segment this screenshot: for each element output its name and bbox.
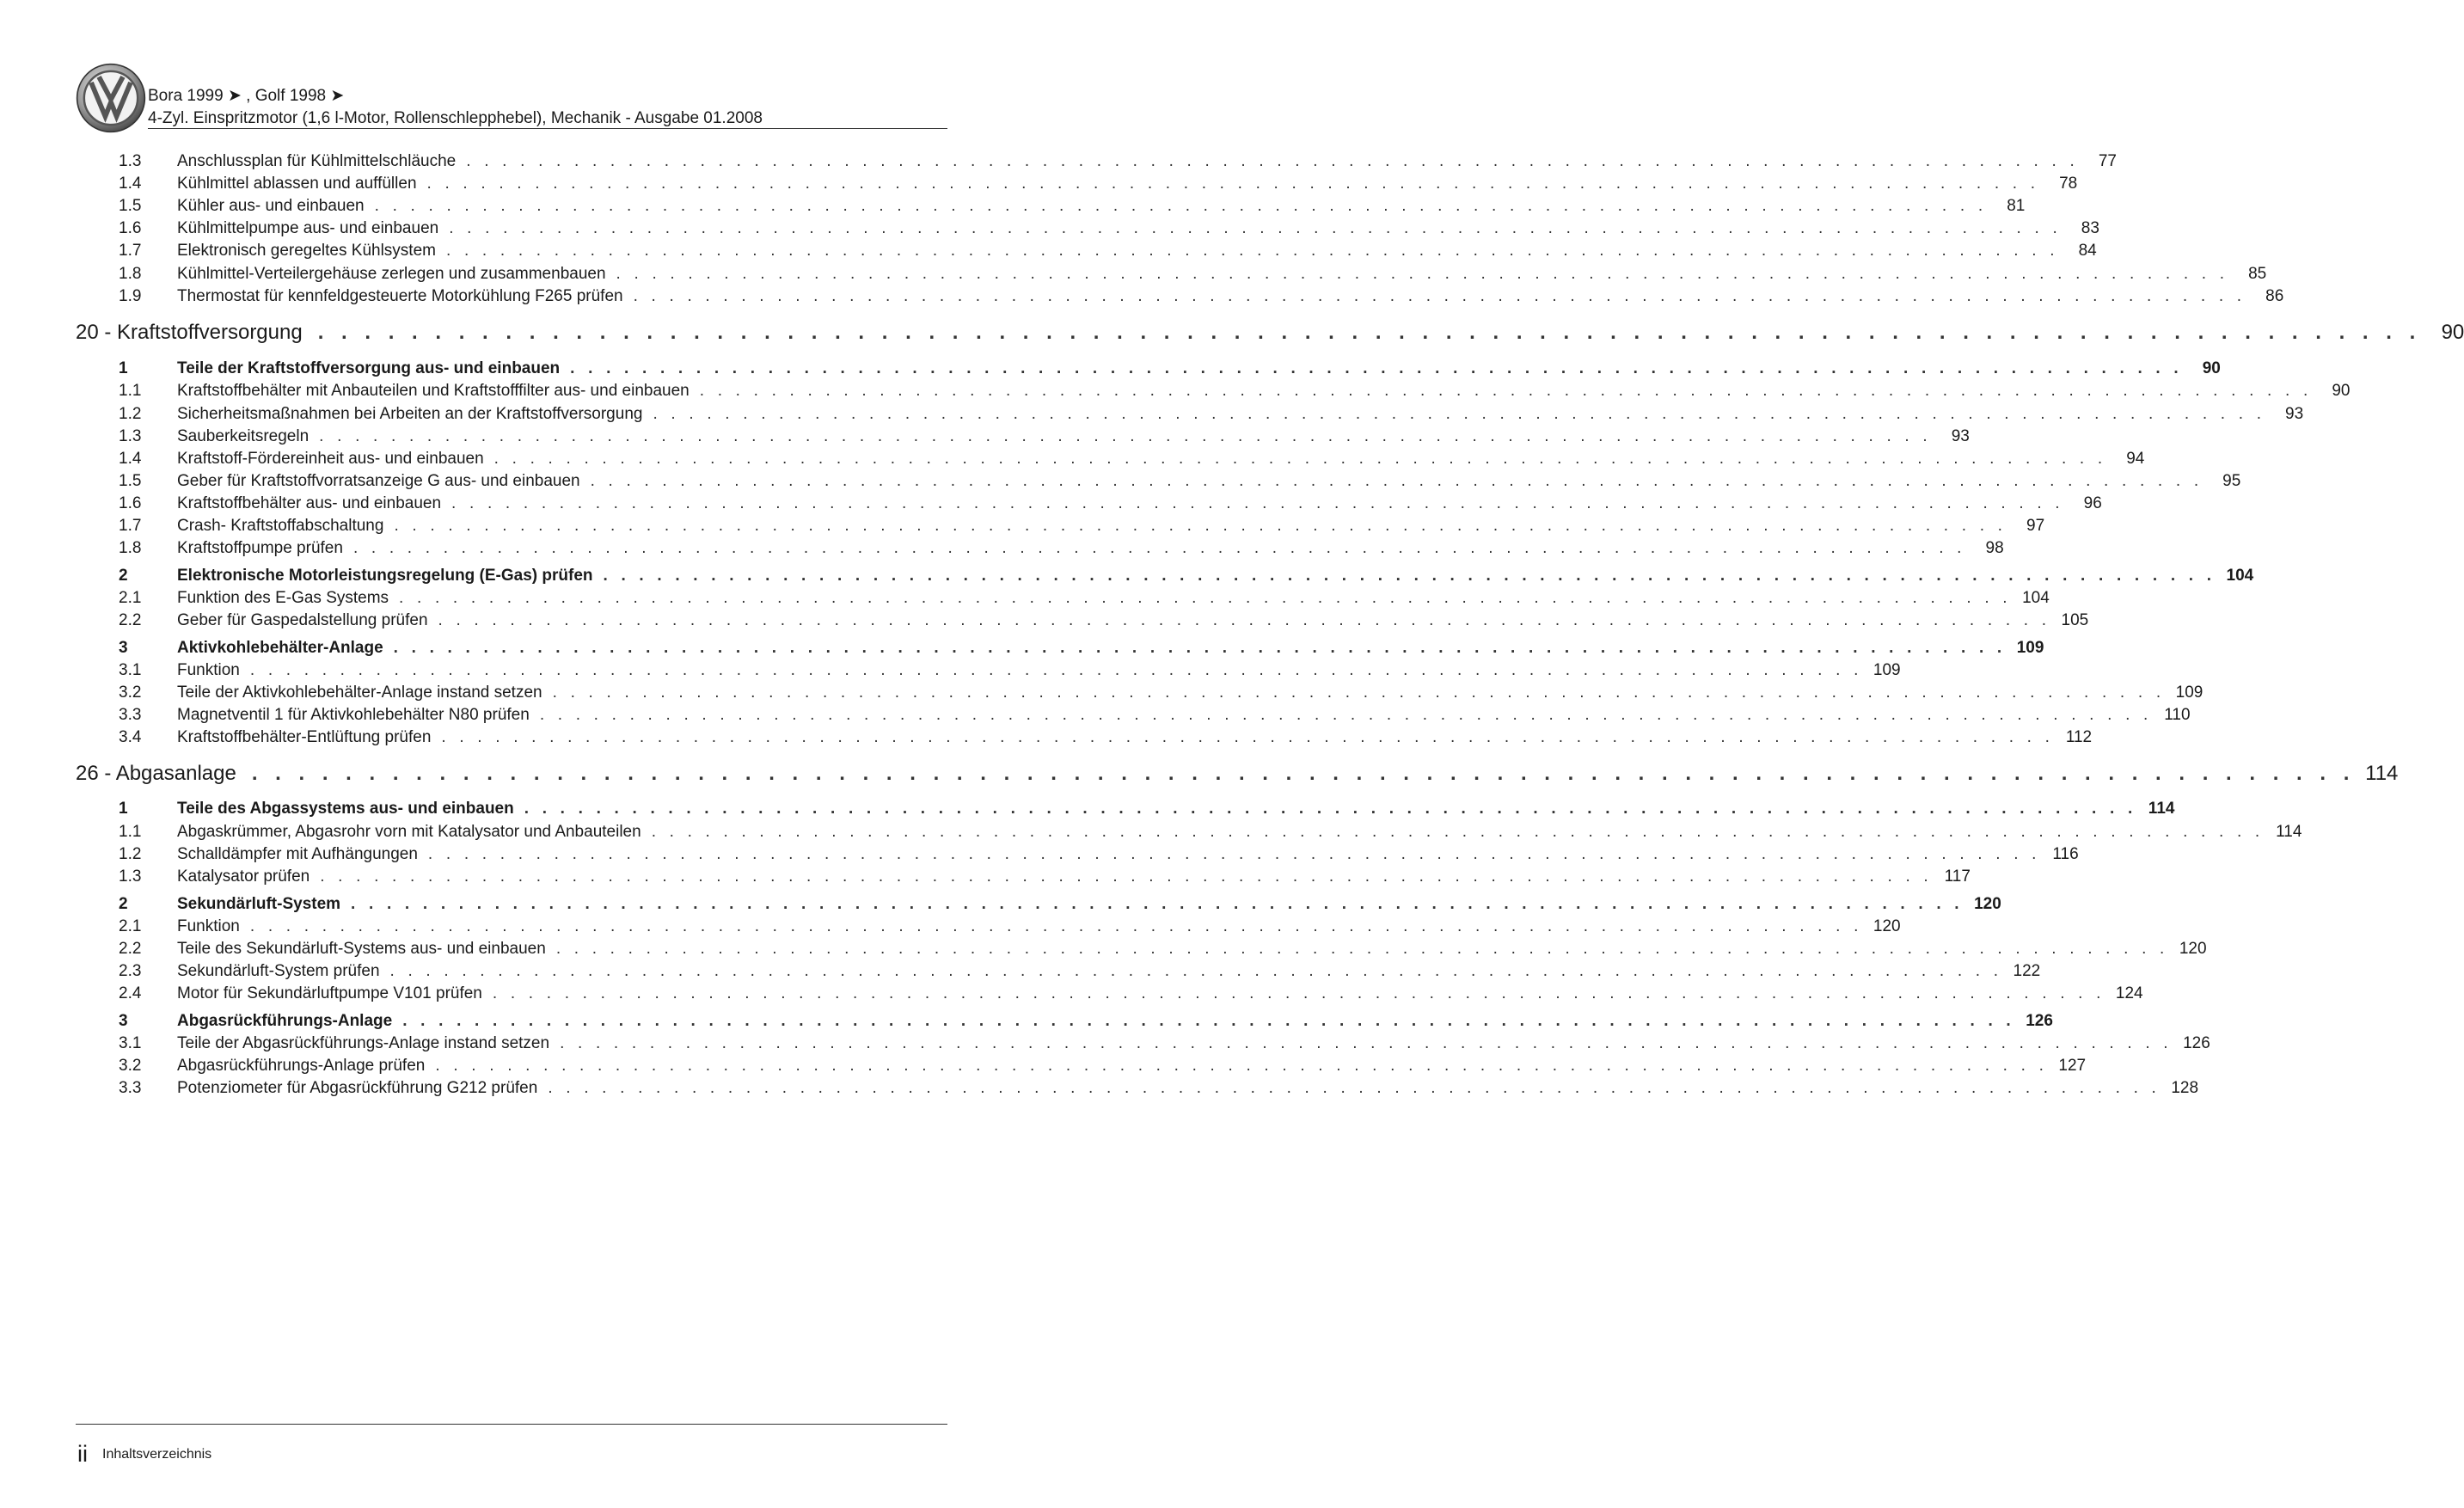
toc-leader-dots: . . . . . . . . . . . . . . . . . . . . . . . . . . . . . . . . . . . . . . . . . . . . . . . . . . . . . . . . . . . . . . . . . . . . . . . . . . . . . . . . . . . . . . . . . . [560, 1034, 2173, 1052]
toc-title: Teile der Abgasrückführungs-Anlage instand setzen [177, 1034, 550, 1052]
toc-chapter[interactable] [76, 762, 2399, 786]
toc-number: 1.8 [119, 539, 142, 557]
toc-leader-dots: . . . . . . . . . . . . . . . . . . . . . . . . . . . . . . . . . . . . . . . . . . . . . . . . . . . . . . . . . . . . . . . . . . . . . . . . . . . . . . . . . . . . . . . . . . [435, 1057, 2049, 1075]
toc-title: Teile der Kraftstoffversorgung aus- und einbauen [177, 359, 561, 377]
toc-title: Sekundärluft-System [177, 895, 341, 913]
toc-title: Elektronisch geregeltes Kühlsystem [177, 242, 436, 260]
toc-title: Motor für Sekundärluftpumpe V101 prüfen [177, 984, 482, 1002]
toc-entry[interactable] [119, 917, 1901, 936]
toc-entry[interactable] [119, 382, 2351, 401]
toc-title: Kraftstoff-Fördereinheit aus- und einbauen [177, 450, 484, 468]
footer-page-number: ii [77, 1441, 88, 1467]
toc-section[interactable] [119, 1012, 2053, 1031]
toc-leader-dots: . . . . . . . . . . . . . . . . . . . . . . . . . . . . . . . . . . . . . . . . . . . . . . . . . . . . . . . . . . . . . . . . . . . . . . . . . . . . . . . . . . . . . . . . . . [466, 152, 2079, 170]
toc-entry[interactable] [119, 867, 1971, 886]
toc-number: 1.6 [119, 219, 142, 237]
toc-number: 2.1 [119, 917, 142, 935]
toc-leader-dots: . . . . . . . . . . . . . . . . . . . . . . . . . . . . . . . . . . . . . . . . . . . . . . . . . . . . . . . . . . . . . . . . . . . . . . . . . . . . . . . . . . . . . . . . . . [548, 1079, 2161, 1097]
toc-leader-dots: . . . . . . . . . . . . . . . . . . . . . . . . . . . . . . . . . . . . . . . . . . . . . . . . . . . . . . . . . . . . . . . . . . . . . . . . . . . . . . . . . . . . . . . . . . [426, 175, 2040, 193]
toc-leader-dots: . . . . . . . . . . . . . . . . . . . . . . . . . . . . . . . . . . . . . . . . . . . . . . . . . . . . . . . . . . . . . . . . . . . . . . . . . . . . . . . . . . . . . . . . . . [251, 762, 2356, 785]
toc-entry[interactable] [119, 405, 2304, 424]
toc-number: 1.3 [119, 867, 142, 886]
toc-leader-dots: . . . . . . . . . . . . . . . . . . . . . . . . . . . . . . . . . . . . . . . . . . . . . . . . . . . . . . . . . . . . . . . . . . . . . . . . . . . . . . . . . . . . . . . . . . [653, 405, 2266, 423]
toc-leader-dots: . . . . . . . . . . . . . . . . . . . . . . . . . . . . . . . . . . . . . . . . . . . . . . . . . . . . . . . . . . . . . . . . . . . . . . . . . . . . . . . . . . . . . . . . . . [320, 867, 1933, 886]
toc-entry[interactable] [119, 427, 1970, 446]
toc-number: 1.5 [119, 472, 142, 490]
toc-title: Elektronische Motorleistungsregelung (E-Gas) prüfen [177, 567, 593, 585]
toc-title: Teile des Sekundärluft-Systems aus- und einbauen [177, 940, 546, 958]
toc-page-number: 122 [2013, 962, 2041, 980]
toc-entry[interactable] [119, 589, 2050, 608]
toc-leader-dots: . . . . . . . . . . . . . . . . . . . . . . . . . . . . . . . . . . . . . . . . . . . . . . . . . . . . . . . . . . . . . . . . . . . . . . . . . . . . . . . . . . . . . . . . . . [492, 984, 2105, 1002]
toc-page-number: 114 [2276, 823, 2302, 841]
toc-number: 2.3 [119, 962, 142, 980]
toc-title: Kühlmittel-Verteilergehäuse zerlegen und zusammenbauen [177, 265, 606, 283]
toc-number: 3.1 [119, 661, 142, 679]
toc-title: Kraftstoffbehälter aus- und einbauen [177, 494, 442, 512]
toc-title: Schalldämpfer mit Aufhängungen [177, 845, 418, 863]
toc-section[interactable] [119, 359, 2221, 378]
toc-title: Aktivkohlebehälter-Anlage [177, 639, 383, 657]
toc-leader-dots: . . . . . . . . . . . . . . . . . . . . . . . . . . . . . . . . . . . . . . . . . . . . . . . . . . . . . . . . . . . . . . . . . . . . . . . . . . . . . . . . . . . . . . . . . . [402, 1012, 2015, 1030]
toc-number: 3.2 [119, 1057, 142, 1075]
toc-leader-dots: . . . . . . . . . . . . . . . . . . . . . . . . . . . . . . . . . . . . . . . . . . . . . . . . . . . . . . . . . . . . . . . . . . . . . . . . . . . . . . . . . . . . . . . . . . [389, 962, 2003, 980]
toc-number: 1 [119, 359, 128, 377]
toc-entry[interactable] [119, 611, 2089, 630]
toc-title: Sekundärluft-System prüfen [177, 962, 380, 980]
toc-page-number: 109 [1873, 661, 1901, 679]
toc-number: 1.2 [119, 405, 142, 423]
toc-page-number: 114 [2365, 762, 2399, 785]
toc-entry[interactable] [119, 940, 2207, 959]
toc-number: 2.2 [119, 611, 142, 629]
toc-page-number: 95 [2222, 472, 2241, 490]
toc-title: Funktion des E-Gas Systems [177, 589, 389, 607]
toc-title: Abgasrückführungs-Anlage [177, 1012, 393, 1030]
toc-entry[interactable] [119, 197, 2026, 216]
toc-title: Kraftstoffpumpe prüfen [177, 539, 343, 557]
toc-leader-dots: . . . . . . . . . . . . . . . . . . . . . . . . . . . . . . . . . . . . . . . . . . . . . . . . . . . . . . . . . . . . . . . . . . . . . . . . . . . . . . . . . . . . . . . . . . [317, 321, 2422, 344]
toc-number: 3 [119, 1012, 128, 1030]
toc-chapter[interactable] [76, 321, 2464, 345]
toc-page-number: 104 [2226, 567, 2254, 585]
toc-leader-dots: . . . . . . . . . . . . . . . . . . . . . . . . . . . . . . . . . . . . . . . . . . . . . . . . . . . . . . . . . . . . . . . . . . . . . . . . . . . . . . . . . . . . . . . . . . [570, 359, 2183, 377]
toc-title: Teile des Abgassystems aus- und einbauen [177, 800, 514, 818]
toc-page-number: 120 [1974, 895, 2001, 913]
toc-entry[interactable] [119, 661, 1901, 680]
toc-entry[interactable] [119, 265, 2267, 284]
toc-number: 3.4 [119, 728, 142, 746]
toc-number: 3.3 [119, 706, 142, 724]
toc-title: Funktion [177, 661, 240, 679]
toc-page-number: 109 [2175, 684, 2204, 702]
toc-entry[interactable] [119, 287, 2284, 306]
toc-leader-dots: . . . . . . . . . . . . . . . . . . . . . . . . . . . . . . . . . . . . . . . . . . . . . . . . . . . . . . . . . . . . . . . . . . . . . . . . . . . . . . . . . . . . . . . . . . [633, 287, 2246, 305]
toc-title: Kühlmittel ablassen und auffüllen [177, 175, 417, 193]
toc-section[interactable] [119, 895, 2001, 914]
toc-number: 2 [119, 567, 128, 585]
toc-number: 3.2 [119, 684, 142, 702]
toc-entry[interactable] [119, 242, 2097, 261]
toc-title: Abgaskrümmer, Abgasrohr vorn mit Katalysator und Anbauteilen [177, 823, 641, 841]
toc-page-number: 98 [1985, 539, 2004, 557]
toc-entry[interactable] [119, 539, 2004, 558]
toc-number: 1 [119, 800, 128, 818]
toc-page-number: 124 [2115, 984, 2143, 1002]
toc-entry[interactable] [119, 984, 2143, 1003]
toc-page-number: 126 [2183, 1034, 2210, 1052]
toc-number: 2.4 [119, 984, 142, 1002]
toc-page-number: 93 [2285, 405, 2304, 423]
toc-page-number: 127 [2058, 1057, 2087, 1075]
toc-title: Geber für Kraftstoffvorratsanzeige G aus- und einbauen [177, 472, 580, 490]
toc-page-number: 85 [2248, 265, 2267, 283]
toc-page-number: 110 [2164, 706, 2191, 724]
toc-title: Magnetventil 1 für Aktivkohlebehälter N80 prüfen [177, 706, 530, 724]
toc-leader-dots: . . . . . . . . . . . . . . . . . . . . . . . . . . . . . . . . . . . . . . . . . . . . . . . . . . . . . . . . . . . . . . . . . . . . . . . . . . . . . . . . . . . . . . . . . . [399, 589, 2012, 607]
toc-leader-dots: . . . . . . . . . . . . . . . . . . . . . . . . . . . . . . . . . . . . . . . . . . . . . . . . . . . . . . . . . . . . . . . . . . . . . . . . . . . . . . . . . . . . . . . . . . [524, 800, 2137, 818]
toc-leader-dots: . . . . . . . . . . . . . . . . . . . . . . . . . . . . . . . . . . . . . . . . . . . . . . . . . . . . . . . . . . . . . . . . . . . . . . . . . . . . . . . . . . . . . . . . . . [319, 427, 1932, 445]
toc-number: 2.2 [119, 940, 142, 958]
toc-number: 1.6 [119, 494, 142, 512]
toc-page-number: 83 [2081, 219, 2099, 237]
toc-page-number: 120 [1873, 917, 1901, 935]
toc-page-number: 128 [2171, 1079, 2199, 1097]
toc-page-number: 126 [2026, 1012, 2053, 1030]
toc-leader-dots: . . . . . . . . . . . . . . . . . . . . . . . . . . . . . . . . . . . . . . . . . . . . . . . . . . . . . . . . . . . . . . . . . . . . . . . . . . . . . . . . . . . . . . . . . . [555, 940, 2169, 958]
toc-number: 1.3 [119, 152, 142, 170]
toc-number: 1.4 [119, 175, 142, 193]
toc-page-number: 78 [2059, 175, 2078, 193]
toc-entry[interactable] [119, 706, 2191, 725]
toc-page-number: 90 [2332, 382, 2351, 400]
toc-page-number: 109 [2016, 639, 2044, 657]
toc-entry[interactable] [119, 823, 2302, 842]
toc-leader-dots: . . . . . . . . . . . . . . . . . . . . . . . . . . . . . . . . . . . . . . . . . . . . . . . . . . . . . . . . . . . . . . . . . . . . . . . . . . . . . . . . . . . . . . . . . . [603, 567, 2216, 585]
toc-section[interactable] [119, 639, 2044, 658]
header-title: 4-Zyl. Einspritzmotor (1,6 l-Motor, Rollenschlepphebel), Mechanik - Ausgabe 01.2008 [148, 109, 763, 127]
footer-divider [76, 1424, 947, 1425]
toc-leader-dots: . . . . . . . . . . . . . . . . . . . . . . . . . . . . . . . . . . . . . . . . . . . . . . . . . . . . . . . . . . . . . . . . . . . . . . . . . . . . . . . . . . . . . . . . . . [616, 265, 2229, 283]
toc-number: 1.8 [119, 265, 142, 283]
toc-number: 2 [119, 895, 128, 913]
toc-entry[interactable] [119, 450, 2145, 469]
toc-title: Sauberkeitsregeln [177, 427, 310, 445]
toc-page-number: 114 [2148, 800, 2175, 818]
toc-page-number: 96 [2083, 494, 2102, 512]
toc-title: Kraftstoffbehälter-Entlüftung prüfen [177, 728, 432, 746]
toc-entry[interactable] [119, 1034, 2210, 1053]
toc-leader-dots: . . . . . . . . . . . . . . . . . . . . . . . . . . . . . . . . . . . . . . . . . . . . . . . . . . . . . . . . . . . . . . . . . . . . . . . . . . . . . . . . . . . . . . . . . . [451, 494, 2064, 512]
toc-leader-dots: . . . . . . . . . . . . . . . . . . . . . . . . . . . . . . . . . . . . . . . . . . . . . . . . . . . . . . . . . . . . . . . . . . . . . . . . . . . . . . . . . . . . . . . . . . [352, 539, 1966, 557]
toc-title: 26 - Abgasanlage [76, 762, 236, 785]
toc-number: 1.4 [119, 450, 142, 468]
toc-leader-dots: . . . . . . . . . . . . . . . . . . . . . . . . . . . . . . . . . . . . . . . . . . . . . . . . . . . . . . . . . . . . . . . . . . . . . . . . . . . . . . . . . . . . . . . . . . [445, 242, 2059, 260]
toc-page-number: 77 [2098, 152, 2117, 170]
toc-entry[interactable] [119, 517, 2045, 536]
toc-page-number: 117 [1944, 867, 1971, 886]
toc-leader-dots: . . . . . . . . . . . . . . . . . . . . . . . . . . . . . . . . . . . . . . . . . . . . . . . . . . . . . . . . . . . . . . . . . . . . . . . . . . . . . . . . . . . . . . . . . . [438, 611, 2051, 629]
toc-number: 1.5 [119, 197, 142, 215]
toc-entry[interactable] [119, 152, 2117, 171]
toc-leader-dots: . . . . . . . . . . . . . . . . . . . . . . . . . . . . . . . . . . . . . . . . . . . . . . . . . . . . . . . . . . . . . . . . . . . . . . . . . . . . . . . . . . . . . . . . . . [393, 639, 2007, 657]
footer-label: Inhaltsverzeichnis [102, 1447, 212, 1462]
toc-leader-dots: . . . . . . . . . . . . . . . . . . . . . . . . . . . . . . . . . . . . . . . . . . . . . . . . . . . . . . . . . . . . . . . . . . . . . . . . . . . . . . . . . . . . . . . . . . [552, 684, 2166, 702]
toc-page-number: 112 [2065, 728, 2093, 746]
toc-entry[interactable] [119, 1057, 2087, 1076]
toc-leader-dots: . . . . . . . . . . . . . . . . . . . . . . . . . . . . . . . . . . . . . . . . . . . . . . . . . . . . . . . . . . . . . . . . . . . . . . . . . . . . . . . . . . . . . . . . . . [493, 450, 2107, 468]
toc-leader-dots: . . . . . . . . . . . . . . . . . . . . . . . . . . . . . . . . . . . . . . . . . . . . . . . . . . . . . . . . . . . . . . . . . . . . . . . . . . . . . . . . . . . . . . . . . . [374, 197, 1988, 215]
toc-number: 1.9 [119, 287, 142, 305]
toc-leader-dots: . . . . . . . . . . . . . . . . . . . . . . . . . . . . . . . . . . . . . . . . . . . . . . . . . . . . . . . . . . . . . . . . . . . . . . . . . . . . . . . . . . . . . . . . . . [699, 382, 2313, 400]
toc-number: 1.1 [119, 382, 142, 400]
toc-entry[interactable] [119, 1079, 2199, 1098]
toc-page-number: 116 [2052, 845, 2079, 863]
toc-title: Anschlussplan für Kühlmittelschläuche [177, 152, 457, 170]
header-model-line: Bora 1999 ➤ , Golf 1998 ➤ [148, 87, 345, 105]
toc-page-number: 93 [1951, 427, 1970, 445]
toc-leader-dots: . . . . . . . . . . . . . . . . . . . . . . . . . . . . . . . . . . . . . . . . . . . . . . . . . . . . . . . . . . . . . . . . . . . . . . . . . . . . . . . . . . . . . . . . . . [651, 823, 2265, 841]
toc-leader-dots: . . . . . . . . . . . . . . . . . . . . . . . . . . . . . . . . . . . . . . . . . . . . . . . . . . . . . . . . . . . . . . . . . . . . . . . . . . . . . . . . . . . . . . . . . . [427, 845, 2041, 863]
header-divider [148, 128, 947, 129]
toc-page-number: 84 [2078, 242, 2097, 260]
toc-leader-dots: . . . . . . . . . . . . . . . . . . . . . . . . . . . . . . . . . . . . . . . . . . . . . . . . . . . . . . . . . . . . . . . . . . . . . . . . . . . . . . . . . . . . . . . . . . [249, 661, 1863, 679]
toc-title: Kühlmittelpumpe aus- und einbauen [177, 219, 439, 237]
toc-page-number: 86 [2265, 287, 2284, 305]
toc-entry[interactable] [119, 494, 2102, 513]
toc-number: 1.1 [119, 823, 142, 841]
toc-number: 3 [119, 639, 128, 657]
toc-number: 2.1 [119, 589, 142, 607]
toc-entry[interactable] [119, 472, 2241, 491]
toc-number: 3.3 [119, 1079, 142, 1097]
toc-number: 1.2 [119, 845, 142, 863]
toc-page-number: 105 [2061, 611, 2089, 629]
toc-title: Teile der Aktivkohlebehälter-Anlage instand setzen [177, 684, 542, 702]
toc-page-number: 90 [2441, 321, 2464, 344]
toc-title: 20 - Kraftstoffversorgung [76, 321, 303, 344]
toc-title: Funktion [177, 917, 240, 935]
toc-leader-dots: . . . . . . . . . . . . . . . . . . . . . . . . . . . . . . . . . . . . . . . . . . . . . . . . . . . . . . . . . . . . . . . . . . . . . . . . . . . . . . . . . . . . . . . . . . [539, 706, 2153, 724]
toc-entry[interactable] [119, 845, 2079, 864]
toc-entry[interactable] [119, 219, 2099, 238]
toc-page-number: 120 [2179, 940, 2207, 958]
toc-title: Potenziometer für Abgasrückführung G212 prüfen [177, 1079, 538, 1097]
toc-entry[interactable] [119, 684, 2204, 702]
toc-page-number: 104 [2022, 589, 2050, 607]
toc-page-number: 90 [2202, 359, 2221, 377]
toc-title: Crash- Kraftstoffabschaltung [177, 517, 384, 535]
toc-title: Geber für Gaspedalstellung prüfen [177, 611, 428, 629]
toc-page-number: 97 [2026, 517, 2045, 535]
toc-number: 1.3 [119, 427, 142, 445]
toc-leader-dots: . . . . . . . . . . . . . . . . . . . . . . . . . . . . . . . . . . . . . . . . . . . . . . . . . . . . . . . . . . . . . . . . . . . . . . . . . . . . . . . . . . . . . . . . . . [449, 219, 2062, 237]
toc-number: 1.7 [119, 242, 142, 260]
toc-section[interactable] [119, 800, 2175, 818]
toc-title: Kühler aus- und einbauen [177, 197, 365, 215]
vw-logo-icon [76, 63, 146, 133]
toc-title: Thermostat für kennfeldgesteuerte Motorkühlung F265 prüfen [177, 287, 623, 305]
toc-title: Katalysator prüfen [177, 867, 310, 886]
toc-leader-dots: . . . . . . . . . . . . . . . . . . . . . . . . . . . . . . . . . . . . . . . . . . . . . . . . . . . . . . . . . . . . . . . . . . . . . . . . . . . . . . . . . . . . . . . . . . [351, 895, 1964, 913]
toc-leader-dots: . . . . . . . . . . . . . . . . . . . . . . . . . . . . . . . . . . . . . . . . . . . . . . . . . . . . . . . . . . . . . . . . . . . . . . . . . . . . . . . . . . . . . . . . . . [394, 517, 2007, 535]
toc-entry[interactable] [119, 728, 2093, 747]
toc-entry[interactable] [119, 962, 2041, 981]
toc-entry[interactable] [119, 175, 2078, 193]
toc-page-number: 81 [2007, 197, 2026, 215]
toc-title: Kraftstoffbehälter mit Anbauteilen und Kraftstofffilter aus- und einbauen [177, 382, 690, 400]
toc-number: 3.1 [119, 1034, 142, 1052]
toc-leader-dots: . . . . . . . . . . . . . . . . . . . . . . . . . . . . . . . . . . . . . . . . . . . . . . . . . . . . . . . . . . . . . . . . . . . . . . . . . . . . . . . . . . . . . . . . . . [441, 728, 2055, 746]
toc-title: Sicherheitsmaßnahmen bei Arbeiten an der Kraftstoffversorgung [177, 405, 643, 423]
toc-title: Abgasrückführungs-Anlage prüfen [177, 1057, 426, 1075]
toc-section[interactable] [119, 567, 2254, 585]
toc-page-number: 94 [2126, 450, 2145, 468]
toc-number: 1.7 [119, 517, 142, 535]
toc-leader-dots: . . . . . . . . . . . . . . . . . . . . . . . . . . . . . . . . . . . . . . . . . . . . . . . . . . . . . . . . . . . . . . . . . . . . . . . . . . . . . . . . . . . . . . . . . . [590, 472, 2204, 490]
toc-leader-dots: . . . . . . . . . . . . . . . . . . . . . . . . . . . . . . . . . . . . . . . . . . . . . . . . . . . . . . . . . . . . . . . . . . . . . . . . . . . . . . . . . . . . . . . . . . [249, 917, 1863, 935]
